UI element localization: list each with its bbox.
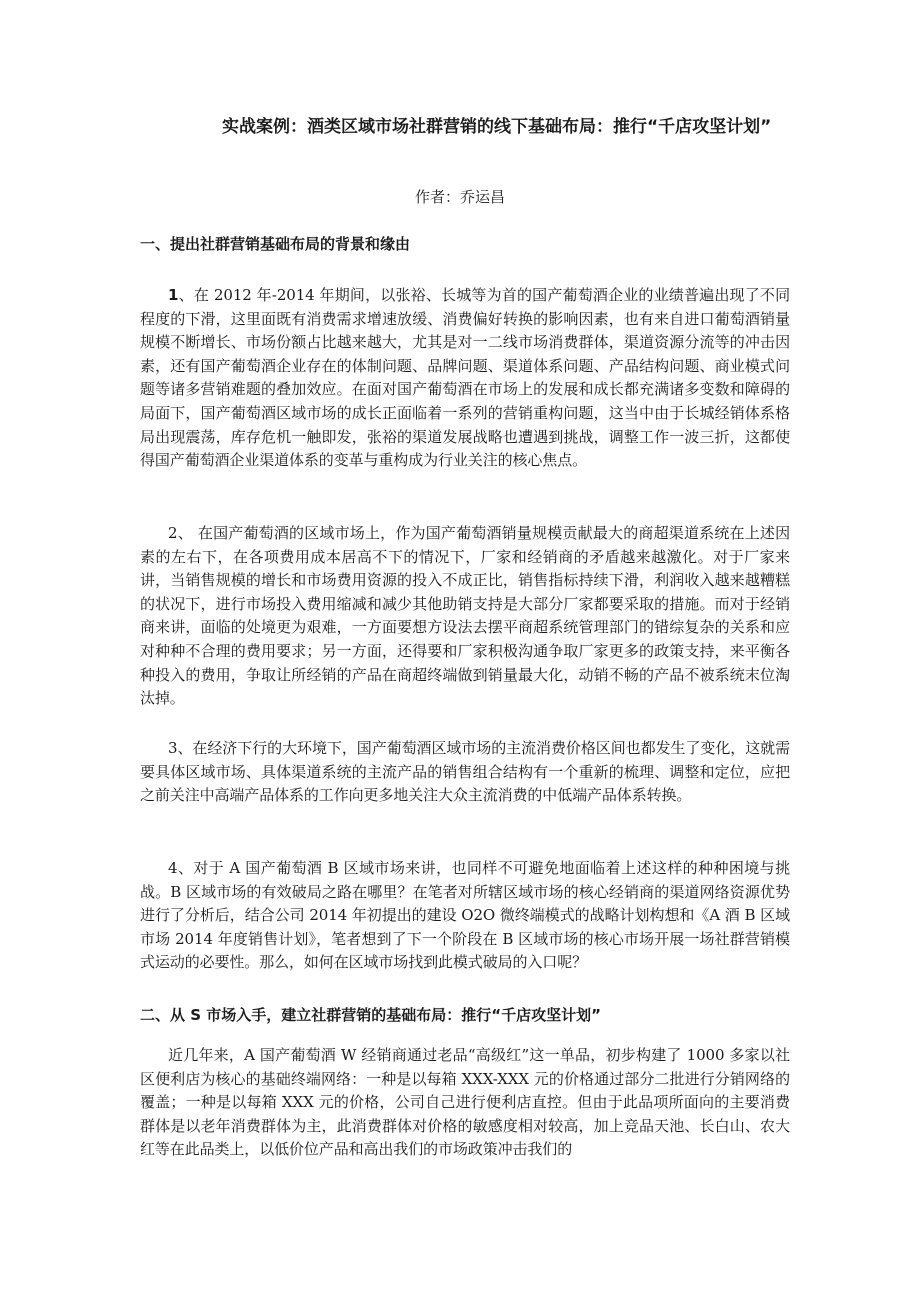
- paragraph-1-text: 、在 2012 年-2014 年期间，以张裕、长城等为首的国产葡萄酒企业的业绩普遍出现了不同程度的下滑，这里面既有消费需求增速放缓、消费偏好转换的影响因素，也有来自进口葡萄酒销量规模不断增长、市场份额占比越来越大，尤其是对一二线市场消费群体，渠道资源分流等的冲击因素，还有国产葡萄酒企业存在的体制问题、品牌问题、渠道体系问题、产品结构问题、商业模式问题等诸多营销难题的叠加效应。在面对国产葡萄酒在市场上的发展和成长都充满诸多变数和障碍的局面下，国产葡萄酒区域市场的成长正面临着一系列的营销重构问题，这当中由于长城经销体系格局出现震荡，库存危机一触即发，张裕的渠道发展战略也遭遇到挑战，调整工作一波三折，这都使得国产葡萄酒企业渠道体系的变革与重构成为行业关注的核心焦点。: [140, 286, 790, 470]
- document-title: 实战案例：酒类区域市场社群营销的线下基础布局：推行“千店攻坚计划”: [222, 117, 772, 137]
- paragraph-1: [140, 284, 790, 473]
- section-heading-2: 二、从 S 市场入手，建立社群营销的基础布局：推行“千店攻坚计划”: [140, 1006, 601, 1024]
- section-heading-1: 一、提出社群营销基础布局的背景和缘由: [140, 235, 411, 253]
- paragraph-1-number: 1: [168, 286, 179, 304]
- paragraph-3: 3、在经济下行的大环境下，国产葡萄酒区域市场的主流消费价格区间也都发生了变化，这就需要具体区域市场、具体渠道系统的主流产品的销售组合结构有一个重新的梳理、调整和定位，应把之前关注中高端产品体系的工作向更多地关注大众主流消费的中低端产品体系转换。: [140, 739, 790, 805]
- author-line: 作者：乔运昌: [414, 188, 505, 206]
- paragraph-4: 4、对于 A 国产葡萄酒 B 区域市场来讲，也同样不可避免地面临着上述这样的种种困境与挑战。B 区域市场的有效破局之路在哪里？在笔者对所辖区域市场的核心经销商的渠道网络资源优势进行了分析后，结合公司 2014 年初提出的建设 O2O 微终端模式的战略计划构想和《A 酒 B 区域市场 2014 年度销售计划》，笔者想到了下一个阶段在 B 区域市场的核心市场开展一场社群营销模式运动的必要性。那么，如何在区域市场找到此模式破局的入口呢？: [140, 859, 790, 972]
- paragraph-5: 近几年来，A 国产葡萄酒 W 经销商通过老品“高级红”这一单品，初步构建了 1000 多家以社区便利店为核心的基础终端网络：一种是以每箱 XXX-XXX 元的价格通过部分二批进行分销网络的覆盖；一种是以每箱 XXX 元的价格，公司自己进行便利店直控。但由于此品项所面向的主要消费群体是以老年消费群体为主，此消费群体对价格的敏感度相对较高，加上竞品天池、长白山、农大红等在此品类上，以低价位产品和高出我们的市场政策冲击我们的: [140, 1046, 790, 1159]
- paragraph-2: 2、 在国产葡萄酒的区域市场上，作为国产葡萄酒销量规模贡献最大的商超渠道系统在上述因素的左右下，在各项费用成本居高不下的情况下，厂家和经销商的矛盾越来越激化。对于厂家来讲，当销售规模的增长和市场费用资源的投入不成正比，销售指标持续下滑，利润收入越来越糟糕的状况下，进行市场投入费用缩减和减少其他助销支持是大部分厂家都要采取的措施。而对于经销商来讲，面临的处境更为艰难，一方面要想方设法去摆平商超系统管理部门的错综复杂的关系和应对种种不合理的费用要求；另一方面，还得要和厂家积极沟通争取厂家更多的政策支持，来平衡各种投入的费用，争取让所经销的产品在商超终端做到销量最大化，动销不畅的产品不被系统末位淘汰掉。: [140, 524, 790, 708]
